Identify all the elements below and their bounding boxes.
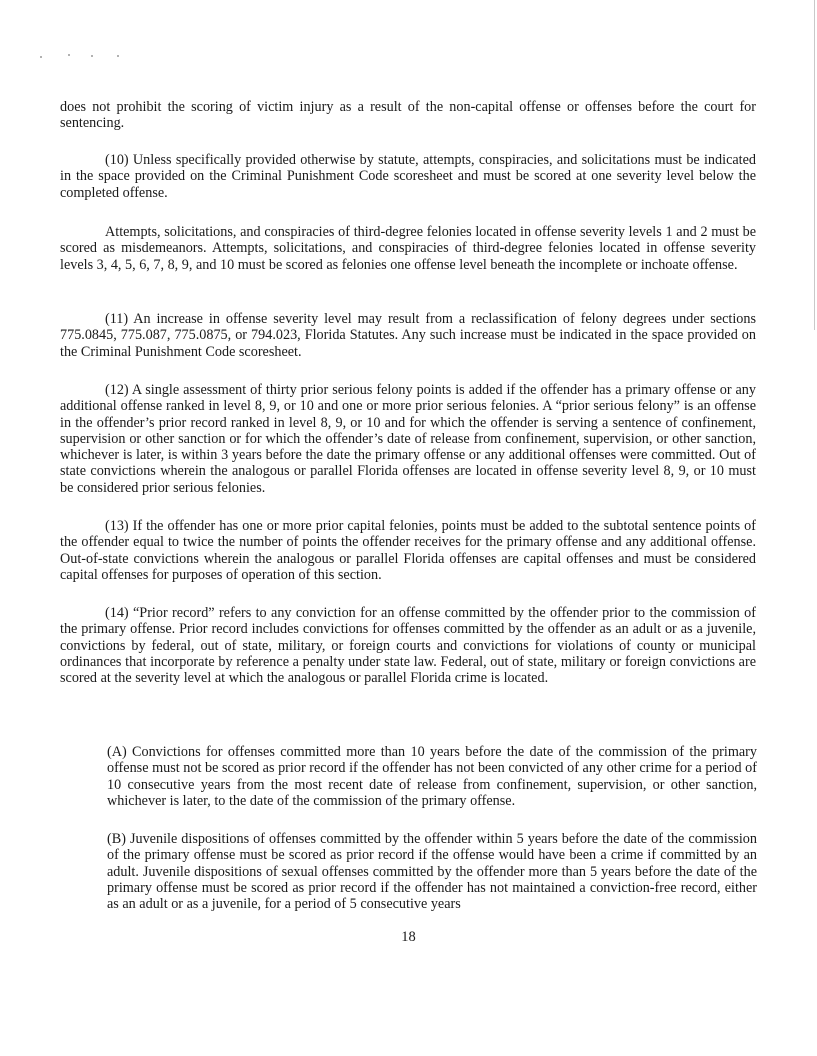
paragraph-12: (12) A single assessment of thirty prior serious felony points is added if the offender has a primary offense or any additional offense ranked in level 8, 9, or 10 and one or more prior serious felonies. A “prior serious felony” is an offense in the offender’s prior record ranked in level 8, 9, or 10 and for which the offender is serving a sentence of confinement, supervision or other sanction or for which the offender’s date of release from confinement, supervision, or other sanction, whichever is later, is within 3 years before the date the primary offense or any additional offenses were committed. Out of state convictions wherein the analogous or parallel Florida offenses are located in offense severity level 8, 9, or 10 must be considered prior serious felonies. <box>60 382 756 496</box>
page-number: 18 <box>401 929 416 945</box>
paragraph-10-attempts: Attempts, solicitations, and conspiracies of third-degree felonies located in offense severity levels 1 and 2 must be scored as misdemeanors. Attempts, solicitations, and conspiracies of third-degree felonies located in offense severity levels 3, 4, 5, 6, 7, 8, 9, and 10 must be scored as felonies one offense level beneath the incomplete or inchoate offense. <box>60 224 756 273</box>
scan-speck <box>91 55 93 57</box>
scan-speck <box>117 55 119 57</box>
paragraph-14-a: (A) Convictions for offenses committed more than 10 years before the date of the commission of the primary offense must not be scored as prior record if the offender has not been convicted of any other crime for a period of 10 consecutive years from the most recent date of release from confinement, supervision, or other sanction, whichever is later, to the date of the commission of the primary offense. <box>107 744 757 809</box>
paragraph-intro-continuation: does not prohibit the scoring of victim injury as a result of the non-capital offense or offenses before the court for sentencing. <box>60 99 756 132</box>
scan-edge-shadow <box>814 0 815 330</box>
paragraph-14-b: (B) Juvenile dispositions of offenses committed by the offender within 5 years before the date of the commission of the primary offense must be scored as prior record if the offense would have been a crime if committed by an adult. Juvenile dispositions of sexual offenses committed by the offender more than 5 years before the date of the primary offense must be scored as prior record if the offender has not maintained a conviction-free record, either as an adult or as a juvenile, for a period of 5 consecutive years <box>107 831 757 913</box>
paragraph-13: (13) If the offender has one or more prior capital felonies, points must be added to the subtotal sentence points of the offender equal to twice the number of points the offender receives for the primary offense and any additional offense. Out-of-state convictions wherein the analogous or parallel Florida offenses are capital offenses and must be considered capital offenses for purposes of operation of this section. <box>60 518 756 583</box>
scan-speck <box>68 54 70 56</box>
scan-speck <box>40 56 42 58</box>
paragraph-10: (10) Unless specifically provided otherwise by statute, attempts, conspiracies, and solicitations must be indicated in the space provided on the Criminal Punishment Code scoresheet and must be scored at one severity level below the completed offense. <box>60 152 756 201</box>
paragraph-14: (14) “Prior record” refers to any conviction for an offense committed by the offender prior to the commission of the primary offense. Prior record includes convictions for offenses committed by the offender as an adult or as a juvenile, convictions by federal, out of state, military, or foreign courts and convictions for violations of county or municipal ordinances that incorporate by reference a penalty under state law. Federal, out of state, military or foreign convictions are scored at the severity level at which the analogous or parallel Florida crime is located. <box>60 605 756 687</box>
paragraph-11: (11) An increase in offense severity level may result from a reclassification of felony degrees under sections 775.0845, 775.087, 775.0875, or 794.023, Florida Statutes. Any such increase must be indicated in the space provided on the Criminal Punishment Code scoresheet. <box>60 311 756 360</box>
